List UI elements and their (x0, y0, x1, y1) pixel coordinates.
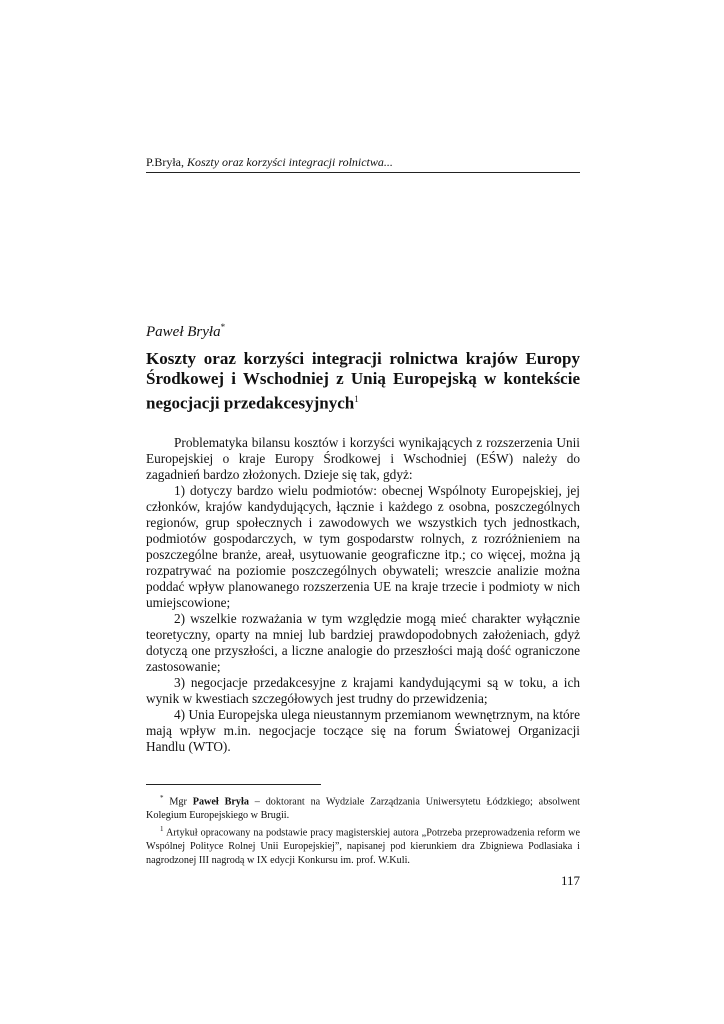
article-title (146, 349, 580, 414)
footnote-author (146, 792, 580, 822)
article-author (146, 318, 225, 341)
title-text: Koszty oraz korzyści integracji rolnictwa krajów Europy Środkowej i Wschodniej z Unią Europejską w kontekście negocjacji przedakcesyjnych (146, 349, 580, 413)
running-head (146, 155, 580, 173)
running-head-title: Koszty oraz korzyści integracji rolnictwa... (187, 155, 393, 169)
footnote-1-text: Artykuł opracowany na podstawie pracy magisterskiej autora „Potrzeba przeprowadzenia reform we Wspólnej Polityce Rolnej Unii Europejskiej”, napisanej pod kierunkiem dra Zbigniewa Podlasiaka i nagrodzonej III nagrodą w IX edycji Konkursu im. prof. W.Kuli. (146, 827, 580, 866)
footnote-separator (146, 784, 321, 785)
footnote-author-text: – doktorant na Wydziale Zarządzania Uniwersytetu Łódzkiego; absolwent Kolegium Europejskiego w Brugii. (146, 796, 580, 821)
footnote-1 (146, 823, 580, 867)
body-text (146, 435, 580, 755)
paragraph-point-1: 1) dotyczy bardzo wielu podmiotów: obecnej Wspólnoty Europejskiej, jej członków, krajów kandydujących, łącznie i każdego z osobna, poszczególnych regionów, grup społecznych i zawodowych we wszystkich tych jednostkach, podmiotów gospodarczych, w tym gospodarstw rolnych, z rozróżnieniem na poszczególne branże, areał, usytuowanie geograficzne itp.; co więcej, można ją rozpatrywać na poziomie poszczególnych obywateli; wreszcie analizie można poddać wpływ planowanego rozszerzenia UE na kraje trzecie i podmioty w nich umiejscowione; (146, 483, 580, 610)
footnote-author-prefix: Mgr (169, 796, 193, 808)
paragraph-point-3: 3) negocjacje przedakcesyjne z krajami kandydującymi są w toku, a ich wynik w kwestiach szczegółowych jest trudny do przewidzenia; (146, 675, 580, 706)
footnote-1-mark: 1 (160, 825, 164, 834)
footnote-author-name: Paweł Bryła (192, 796, 249, 808)
author-footnote-mark: * (220, 322, 226, 332)
author-name: Paweł Bryła (146, 324, 221, 340)
footnote-author-mark: * (160, 794, 164, 802)
running-head-author: P.Bryła, (146, 155, 188, 169)
footnotes (146, 792, 580, 868)
paragraph-point-4: 4) Unia Europejska ulega nieustannym przemianom wewnętrznym, na które mają wpływ m.in. negocjacje toczące się na forum Światowej Organizacji Handlu (WTO). (146, 707, 580, 754)
paragraph-intro: Problematyka bilansu kosztów i korzyści wynikających z rozszerzenia Unii Europejskiej o kraje Europy Środkowej i Wschodniej (EŚW) należy do zagadnień bardzo złożonych. Dzieje się tak, gdyż: (146, 435, 580, 482)
paragraph-point-2: 2) wszelkie rozważania w tym względzie mogą mieć charakter wyłącznie teoretyczny, oparty na mniej lub bardziej prawdopodobnych założeniach, gdyż dotyczą one przyszłości, a liczne analogie do przeszłości mają dość ograniczone zastosowanie; (146, 611, 580, 674)
page-number: 117 (560, 873, 580, 888)
title-footnote-mark: 1 (354, 394, 359, 404)
